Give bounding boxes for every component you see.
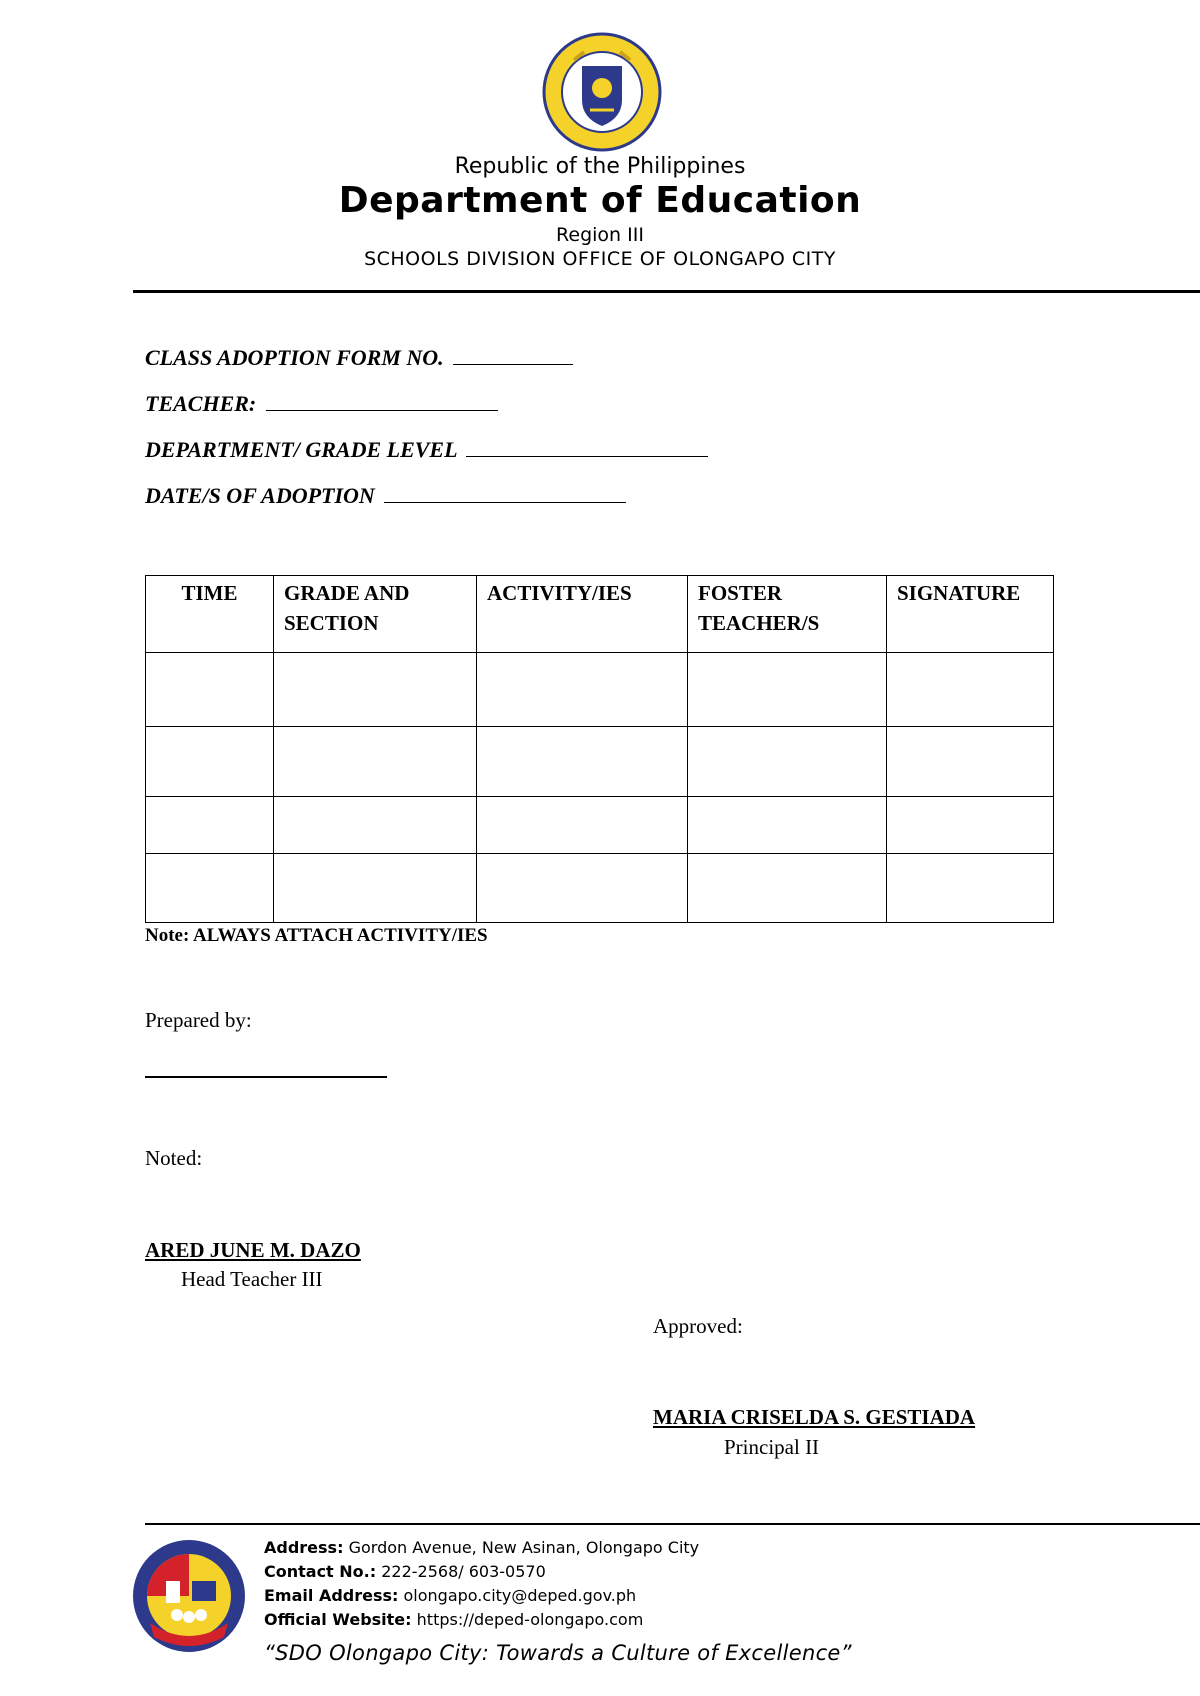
table-header-row bbox=[146, 576, 1054, 653]
header-activities: ACTIVITY/IES bbox=[477, 576, 688, 653]
table-cell[interactable] bbox=[477, 653, 688, 727]
table-row bbox=[146, 727, 1054, 797]
table-cell[interactable] bbox=[274, 653, 477, 727]
table-cell[interactable] bbox=[274, 797, 477, 854]
noted-by-title: Head Teacher III bbox=[181, 1267, 323, 1291]
website-value[interactable]: https://deped-olongapo.com bbox=[416, 1610, 644, 1629]
contact-value: 222-2568/ 603-0570 bbox=[381, 1562, 546, 1581]
header-divider bbox=[133, 290, 1200, 293]
division-heading: SCHOOLS DIVISION OFFICE OF OLONGAPO CITY bbox=[364, 248, 836, 270]
footer-slogan: “SDO Olongapo City: Towards a Culture of Excellence” bbox=[264, 1641, 852, 1665]
table-cell[interactable] bbox=[274, 854, 477, 923]
table-cell[interactable] bbox=[146, 727, 274, 797]
adoption-table bbox=[145, 575, 1054, 923]
footer-address bbox=[264, 1538, 699, 1557]
table-cell[interactable] bbox=[887, 727, 1054, 797]
attach-note: Note: ALWAYS ATTACH ACTIVITY/IES bbox=[145, 925, 488, 946]
website-label: Official Website: bbox=[264, 1610, 412, 1629]
department-blank[interactable] bbox=[466, 438, 708, 457]
table-cell[interactable] bbox=[146, 854, 274, 923]
noted-label: Noted: bbox=[145, 1146, 203, 1170]
approved-label: Approved: bbox=[653, 1314, 743, 1338]
footer-website bbox=[264, 1610, 643, 1629]
footer-email bbox=[264, 1586, 636, 1605]
teacher-blank[interactable] bbox=[266, 392, 498, 411]
prepared-by-label: Prepared by: bbox=[145, 1008, 252, 1032]
header-signature: SIGNATURE bbox=[887, 576, 1054, 653]
prepared-by-signature-line[interactable] bbox=[145, 1076, 387, 1078]
dates-blank[interactable] bbox=[384, 484, 626, 503]
approved-by-name: MARIA CRISELDA S. GESTIADA bbox=[653, 1405, 976, 1429]
form-no-label: CLASS ADOPTION FORM NO. bbox=[145, 345, 444, 370]
header-grade-section: GRADE AND SECTION bbox=[274, 576, 477, 653]
approved-by-title: Principal II bbox=[724, 1435, 820, 1459]
table-cell[interactable] bbox=[688, 727, 887, 797]
republic-heading: Republic of the Philippines bbox=[454, 154, 746, 179]
address-label: Address: bbox=[264, 1538, 344, 1557]
table-cell[interactable] bbox=[146, 797, 274, 854]
table-cell[interactable] bbox=[688, 854, 887, 923]
footer-divider bbox=[145, 1523, 1200, 1525]
table-cell[interactable] bbox=[887, 797, 1054, 854]
table-cell[interactable] bbox=[688, 797, 887, 854]
address-value: Gordon Avenue, New Asinan, Olongapo City bbox=[348, 1538, 700, 1557]
teacher-field bbox=[145, 391, 498, 417]
table-row bbox=[146, 797, 1054, 854]
table-cell[interactable] bbox=[146, 653, 274, 727]
table-row bbox=[146, 653, 1054, 727]
header-time: TIME bbox=[146, 576, 274, 653]
dates-field bbox=[145, 483, 626, 509]
footer-contact bbox=[264, 1562, 546, 1581]
table-cell[interactable] bbox=[887, 854, 1054, 923]
table-cell[interactable] bbox=[274, 727, 477, 797]
department-field bbox=[145, 437, 708, 463]
deped-seal-logo bbox=[540, 30, 664, 154]
department-heading: Department of Education bbox=[338, 180, 862, 221]
contact-label: Contact No.: bbox=[264, 1562, 377, 1581]
table-cell[interactable] bbox=[477, 727, 688, 797]
table-cell[interactable] bbox=[477, 854, 688, 923]
dates-label: DATE/S OF ADOPTION bbox=[145, 483, 375, 508]
email-value[interactable]: olongapo.city@deped.gov.ph bbox=[403, 1586, 637, 1605]
region-heading: Region III bbox=[556, 224, 644, 246]
form-no-field bbox=[145, 345, 573, 371]
email-label: Email Address: bbox=[264, 1586, 399, 1605]
table-cell[interactable] bbox=[887, 653, 1054, 727]
noted-by-name: ARED JUNE M. DAZO bbox=[145, 1238, 361, 1262]
table-row bbox=[146, 854, 1054, 923]
header-foster-teachers: FOSTER TEACHER/S bbox=[688, 576, 887, 653]
department-label: DEPARTMENT/ GRADE LEVEL bbox=[145, 437, 457, 462]
table-cell[interactable] bbox=[688, 653, 887, 727]
table-cell[interactable] bbox=[477, 797, 688, 854]
teacher-label: TEACHER: bbox=[145, 391, 257, 416]
sdo-olongapo-logo bbox=[130, 1537, 248, 1655]
form-no-blank[interactable] bbox=[453, 346, 573, 365]
